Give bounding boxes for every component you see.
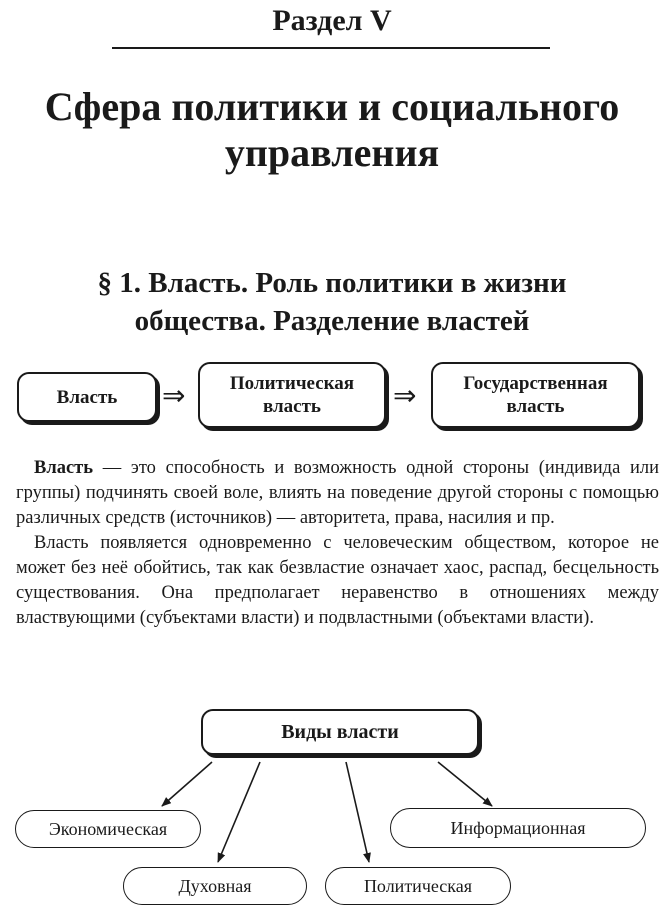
connector-informational <box>438 762 492 806</box>
type-node-economic-label: Экономическая <box>48 818 168 839</box>
flow-node-political-power-line2: власть <box>263 396 321 417</box>
section-label: Раздел V <box>272 4 392 37</box>
type-node-political <box>325 867 511 905</box>
flow-arrow-2: ⇒ <box>393 379 417 412</box>
flow-arrow-1: ⇒ <box>162 379 186 412</box>
chapter-title-line1: Сфера политики и социального <box>44 84 620 129</box>
type-node-political-label: Политическая <box>363 875 473 896</box>
flow-node-state-power-line1: Государственная <box>463 373 608 394</box>
types-root-node <box>201 709 479 755</box>
type-node-informational-label: Информационная <box>450 817 586 838</box>
flow-node-political-power-line1: Политическая <box>229 373 355 394</box>
paragraph-heading-line2: общества. Разделение властей <box>134 305 530 337</box>
type-node-spiritual <box>123 867 307 905</box>
connector-spiritual <box>218 762 260 862</box>
connector-political <box>346 762 369 862</box>
flow-node-state-power-line2: власть <box>506 396 565 417</box>
body-paragraph-2: Власть появляется одновременно с человеческим обществом, которое не может без неё обойтись, так как безвластие означает хаос, распад, бесцельность существования. Она предполагает неравенство в отношениях между властвующими (субъектами власти) и подвластными (объектами власти). <box>16 533 659 628</box>
type-node-economic <box>15 810 201 848</box>
types-root-label: Виды власти <box>281 720 399 743</box>
definition-term: Власть <box>34 458 94 478</box>
type-node-spiritual-label: Духовная <box>178 875 252 896</box>
paragraph-heading-line1: § 1. Власть. Роль политики в жизни <box>97 267 567 299</box>
connector-economic <box>162 762 212 806</box>
chapter-title-line2: управления <box>224 130 440 175</box>
type-node-informational <box>390 808 646 848</box>
definition-text: — это способность и возможность одной стороны (индивида или группы) подчинять своей воле, влиять на поведение другой стороны с помощью различных средств (источников) — авторитета, права, насилия и пр. <box>16 458 659 528</box>
flow-node-vlast-label: Власть <box>56 386 118 408</box>
